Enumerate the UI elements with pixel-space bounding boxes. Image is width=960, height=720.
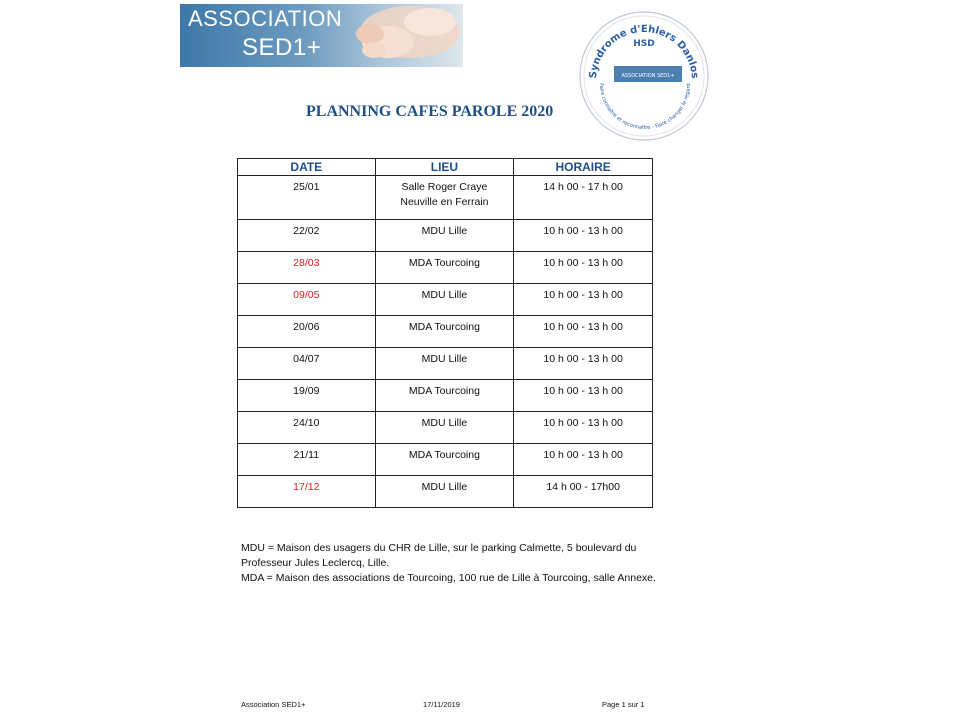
cell-horaire: 10 h 00 - 13 h 00 — [514, 252, 653, 284]
banner-line2: SED1+ — [242, 34, 322, 61]
banner-line1: ASSOCIATION — [188, 6, 343, 31]
table-row — [238, 176, 653, 220]
cell-lieu: MDU Lille — [375, 348, 514, 380]
cell-lieu — [375, 176, 514, 220]
header-date: DATE — [238, 159, 376, 176]
cell-date: 19/09 — [238, 380, 376, 412]
cell-lieu: MDA Tourcoing — [375, 380, 514, 412]
cell-date: 04/07 — [238, 348, 376, 380]
seal-badge-text: ASSOCIATION SED1+ — [621, 73, 675, 79]
cell-date: 17/12 — [238, 476, 376, 508]
note-mda: MDA = Maison des associations de Tourcoing, 100 rue de Lille à Tourcoing, salle Annexe. — [241, 572, 656, 584]
seal-lower-text: Faire connaître et reconnaître - Faire changer le regard — [597, 83, 693, 132]
table-row — [238, 444, 653, 476]
table-row — [238, 220, 653, 252]
notes — [241, 541, 661, 586]
cell-date: 28/03 — [238, 252, 376, 284]
cell-horaire: 10 h 00 - 13 h 00 — [514, 380, 653, 412]
table-header-row — [238, 159, 653, 176]
table-row — [238, 412, 653, 444]
seal-arc-text: Syndrome d'Ehlers Danlos — [587, 23, 701, 79]
cell-horaire: 14 h 00 - 17h00 — [514, 476, 653, 508]
cell-date: 21/11 — [238, 444, 376, 476]
table-row — [238, 284, 653, 316]
cell-horaire: 10 h 00 - 13 h 00 — [514, 284, 653, 316]
table-row — [238, 476, 653, 508]
cell-horaire: 10 h 00 - 13 h 00 — [514, 220, 653, 252]
cell-lieu: MDA Tourcoing — [375, 316, 514, 348]
cell-horaire: 10 h 00 - 13 h 00 — [514, 316, 653, 348]
seal-center-text: HSD — [633, 39, 655, 49]
cell-lieu: MDA Tourcoing — [375, 252, 514, 284]
table-row — [238, 380, 653, 412]
ehlers-danlos-seal — [578, 10, 710, 142]
cell-lieu: MDU Lille — [375, 476, 514, 508]
note-mdu: MDU = Maison des usagers du CHR de Lille, sur le parking Calmette, 5 boulevard du Professeur Jules Leclercq, Lille. — [241, 542, 637, 569]
cell-date: 09/05 — [238, 284, 376, 316]
table-row — [238, 252, 653, 284]
cell-horaire: 10 h 00 - 13 h 00 — [514, 348, 653, 380]
header-horaire: HORAIRE — [514, 159, 653, 176]
page-title: PLANNING CAFES PAROLE 2020 — [306, 103, 554, 120]
cell-lieu: MDU Lille — [375, 284, 514, 316]
cell-horaire: 14 h 00 - 17 h 00 — [514, 176, 653, 220]
cell-lieu-line1: Salle Roger Craye — [401, 181, 488, 193]
footer-right: Page 1 sur 1 — [602, 700, 645, 709]
planning-table — [237, 158, 653, 508]
cell-lieu: MDA Tourcoing — [375, 444, 514, 476]
cell-date: 22/02 — [238, 220, 376, 252]
footer-left: Association SED1+ — [241, 700, 306, 709]
cell-date: 24/10 — [238, 412, 376, 444]
association-banner — [180, 4, 463, 67]
cell-date: 25/01 — [238, 176, 376, 220]
header-lieu: LIEU — [375, 159, 514, 176]
cell-lieu: MDU Lille — [375, 220, 514, 252]
baby-hand-icon — [330, 4, 463, 67]
table-row — [238, 316, 653, 348]
table-row — [238, 348, 653, 380]
cell-date: 20/06 — [238, 316, 376, 348]
cell-lieu: MDU Lille — [375, 412, 514, 444]
cell-horaire: 10 h 00 - 13 h 00 — [514, 444, 653, 476]
cell-horaire: 10 h 00 - 13 h 00 — [514, 412, 653, 444]
cell-lieu-line2: Neuville en Ferrain — [400, 196, 489, 208]
footer-center: 17/11/2019 — [423, 700, 460, 709]
